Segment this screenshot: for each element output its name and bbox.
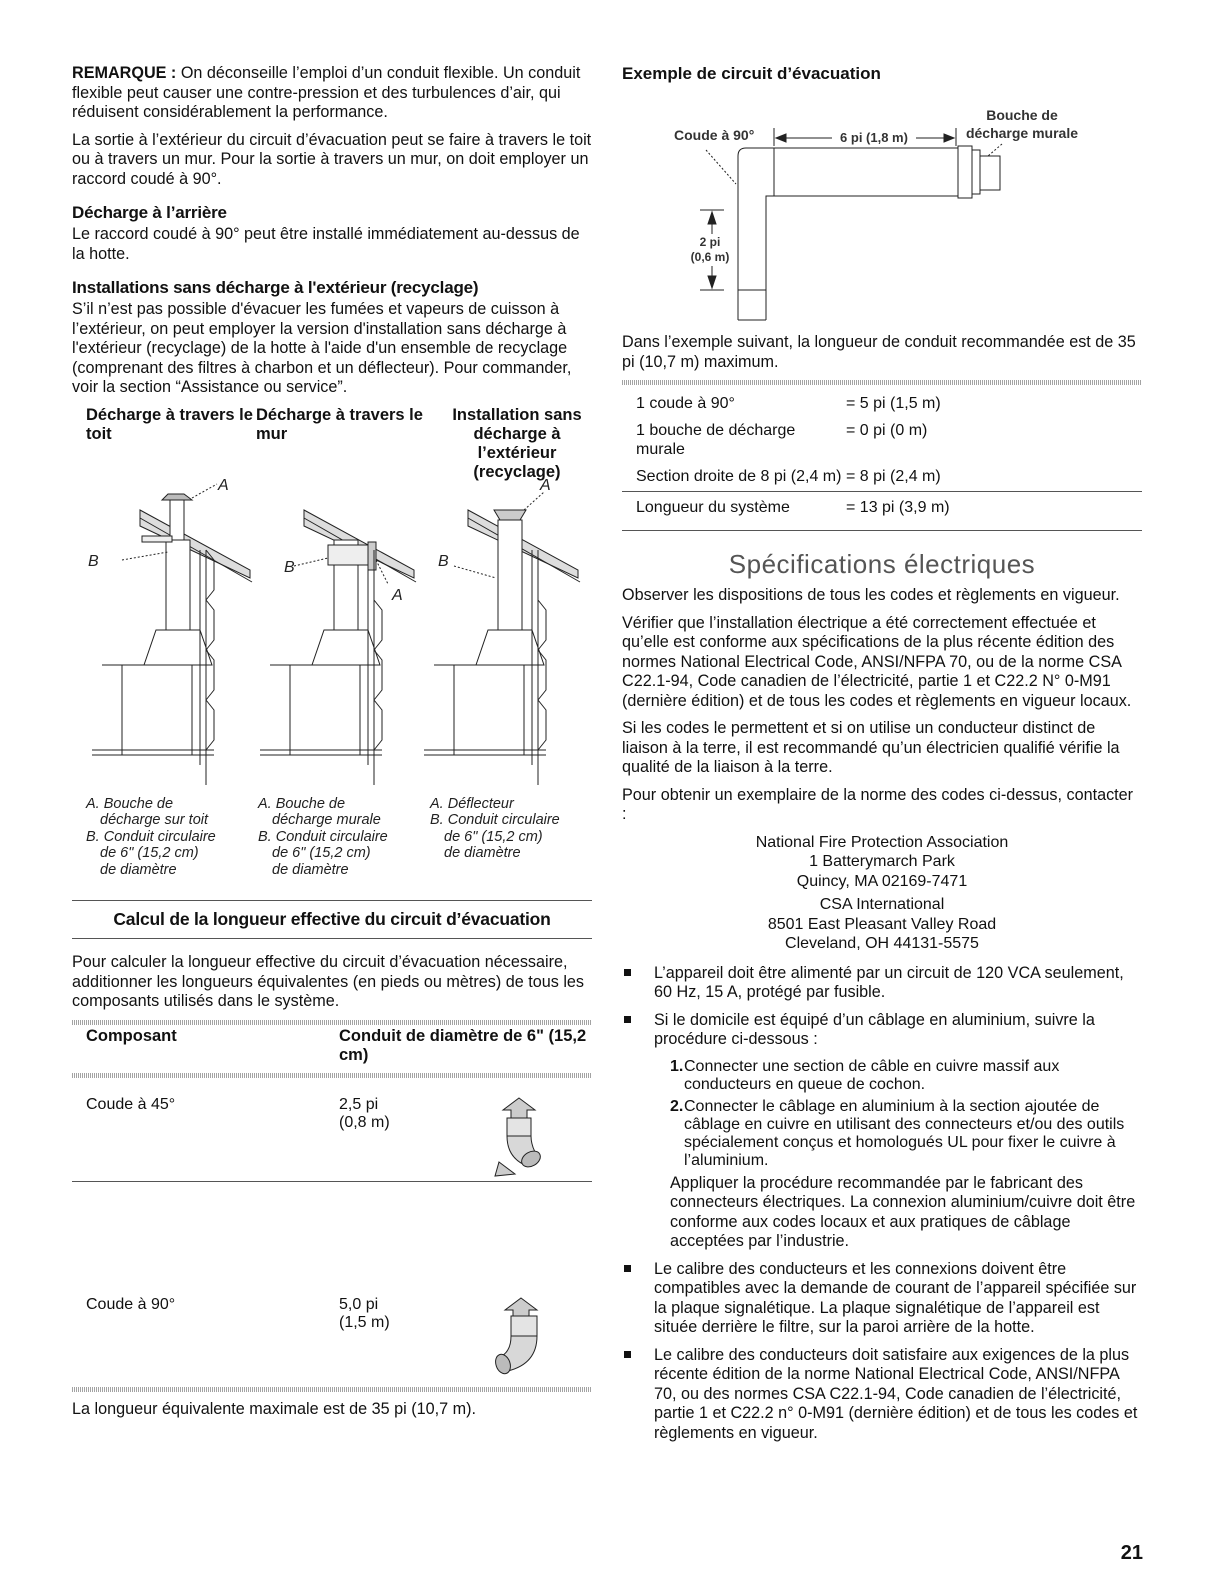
heading-recirculation: Installations sans décharge à l'extérieur (recyclage) [72,278,479,297]
table-row: Coude à 90° 5,0 pi (1,5 m) [72,1278,592,1381]
path-length-table [622,391,1142,531]
roof-label-a: A [218,476,229,494]
recirc-label-b: B [438,552,449,570]
caption-recirc: A. Déflecteur B. Conduit circulaire de 6" (15,2 cm) de diamètre [430,795,560,861]
dotted-rule [72,1020,592,1025]
component-table [72,1025,592,1381]
bullet-item: Le calibre des conducteurs et les connexions doivent être compatibles avec la demande de courant de l’appareil spécifiée sur la plaque signalétique. La plaque signalétique de l’appareil est située derrière le filtre, sur la paroi arrière de la hotte. [622,1260,1142,1338]
calc-text: Pour calculer la longueur effective du circuit d’évacuation nécessaire, additionner les longueurs équivalentes (en pieds ou mètres) de tous les composants utilisés dans le système. [72,953,585,1010]
dotted-rule [622,380,1142,385]
installation-diagrams [72,476,592,790]
label-wall-cap-1: Bouche de [986,107,1058,123]
example-heading: Exemple de circuit d’évacuation [622,64,881,83]
total-row: Longueur du système = 13 pi (3,9 m) [636,499,950,516]
install-type-headings [72,406,592,482]
row-name: Coude à 45° [86,1095,176,1113]
diagram-captions [72,796,592,879]
dotted-rule [72,1387,592,1392]
head-wall: Décharge à travers le mur [256,405,423,443]
remarque-label: REMARQUE : [72,64,177,82]
elec-para-1: Observer les dispositions de tous les codes et règlements en vigueur. [622,586,1120,604]
address-csa: CSA International 8501 East Pleasant Valley Road Cleveland, OH 44131-5575 [767,896,997,952]
recirc-install-diagram [424,477,580,785]
elec-para-3: Si les codes le permettent et si on utilise un conducteur distinct de liaison à la terre, il est recommandé qu’un électricien qualifié vérifie la qualité de la liaison à la terre. [622,719,1120,776]
divider [72,938,592,939]
th-component: Composant [86,1026,177,1045]
left-column [72,64,592,1427]
label-wall-cap-2: décharge murale [965,125,1079,141]
numbered-step-2: 2. Connecter le câblage en aluminium à la section ajoutée de câblage en cuivre en utilisant des connecteurs et/ou des outils spécialement conçus et homologués UL pour fixer le cuivre à l’aluminium. [670,1097,1125,1169]
remarque-text: On déconseille l’emploi d’un conduit flexible. Un conduit flexible peut causer une contre-pression et des turbulences d’air, qui réduisent considérablement la performance. [72,64,581,121]
bullet-item: Si le domicile est équipé d’un câblage en aluminium, suivre la procédure ci-dessous : [622,1011,1142,1050]
caption-roof: A. Bouche de décharge sur toit B. Conduit circulaire de 6" (15,2 cm) de diamètre [86,795,216,878]
address-nfpa: National Fire Protection Association 1 Batterymarch Park Quincy, MA 02169-7471 [755,833,1009,890]
label-height-1: 2 pi [699,235,721,249]
example-text: Dans l’exemple suivant, la longueur de conduit recommandée est de 35 pi (10,7 m) maximum. [622,333,1136,371]
remarque-paragraph [72,64,592,123]
recirculation-text: S’il n’est pas possible d'évacuer les fumées et vapeurs de cuisson à l’extérieur, on peut employer la version d'installation sans décharge à l'extérieur (recyclage) de la hotte à l'aide d'un ensemble de recyclage (comprenant des filtres à charbon et un déflecteur). Pour commander, voir la section “Assistance ou service”. [72,300,572,396]
calc-heading: Calcul de la longueur effective du circuit d’évacuation [113,909,551,929]
table-row: Coude à 45° 2,5 pi (0,8 m) [72,1078,592,1182]
caption-wall: A. Bouche de décharge murale B. Conduit circulaire de 6" (15,2 cm) de diamètre [258,795,388,878]
exit-paragraph: La sortie à l’extérieur du circuit d’évacuation peut se faire à travers le toit ou à travers un mur. Pour la sortie à travers un mur, on doit employer un raccord coudé à 90°. [72,130,592,188]
max-length-text: La longueur équivalente maximale est de 35 pi (10,7 m). [72,1399,477,1418]
elec-para-4: Pour obtenir un exemplaire de la norme des codes ci-dessus, contacter : [622,785,1134,823]
elec-para-2: Vérifier que l’installation électrique a été correctement effectuée et qu’elle est conforme aux spécifications de la plus récente édition des normes National Electrical Code, ANSI/NFPA 70, ou de la norme CSA C22.1-94, Code canadien de l’électricité, partie 1 et C22.2 N° 0-M91 (dernière édition) et de tous les codes et règlements en vigueur locaux. [622,613,1132,710]
label-elbow: Coude à 90° [674,127,755,143]
right-column [622,64,1142,1451]
heading-rear-discharge: Décharge à l’arrière [72,203,227,222]
rear-discharge-text: Le raccord coudé à 90° peut être installé immédiatement au-dessus de la hotte. [72,225,580,263]
page-number: 21 [1120,1542,1143,1564]
wall-label-a: A [392,586,403,604]
elbow-45-icon [489,1096,559,1176]
row-name: Coude à 90° [86,1295,176,1313]
table-row: Section droite de 8 pi (2,4 m) = 8 pi (2,4 m) [636,468,941,485]
label-height-2: (0,6 m) [690,250,730,264]
table-header-row [72,1025,592,1073]
head-roof: Décharge à travers le toit [86,405,253,443]
head-recirc: Installation sans décharge à l’extérieur (recyclage) [452,405,582,481]
recirc-label-a: A [540,476,551,494]
th-duct: Conduit de diamètre de 6" (15,2 cm) [339,1026,587,1064]
procedure-note: Appliquer la procédure recommandée par le fabricant des connecteurs électriques. La connexion aluminium/cuivre doit être conforme aux codes locaux et aux pratiques de câblage acceptées par l’industrie. [670,1173,1136,1250]
table-row: 1 coude à 90° = 5 pi (1,5 m) [636,395,941,412]
numbered-step-1: 1. Connecter une section de câble en cuivre massif aux conducteurs en queue de cochon. [670,1057,1060,1093]
label-length: 6 pi (1,8 m) [840,130,908,145]
wall-install-diagram [260,510,416,785]
elbow-90-icon [489,1296,559,1376]
roof-install-diagram [88,477,252,785]
roof-label-b: B [88,552,99,570]
electrical-heading: Spécifications électriques [728,549,1036,579]
exhaust-example-diagram [622,84,1142,324]
bullet-item: Le calibre des conducteurs doit satisfaire aux exigences de la plus récente édition de la norme National Electrical Code, ANSI/NFPA 70, ou des normes CSA C22.1-94, Code canadien de l’électricité, partie 1 et C22.2 n° 0-M91 (dernière édition) et de tous les codes et règlements en vigueur. [622,1346,1142,1444]
bullet-item: L’appareil doit être alimenté par un circuit de 120 VCA seulement, 60 Hz, 15 A, protégé par fusible. [622,964,1142,1003]
wall-label-b: B [284,558,295,576]
table-row: 1 bouche de décharge murale = 0 pi (0 m) [636,422,928,458]
